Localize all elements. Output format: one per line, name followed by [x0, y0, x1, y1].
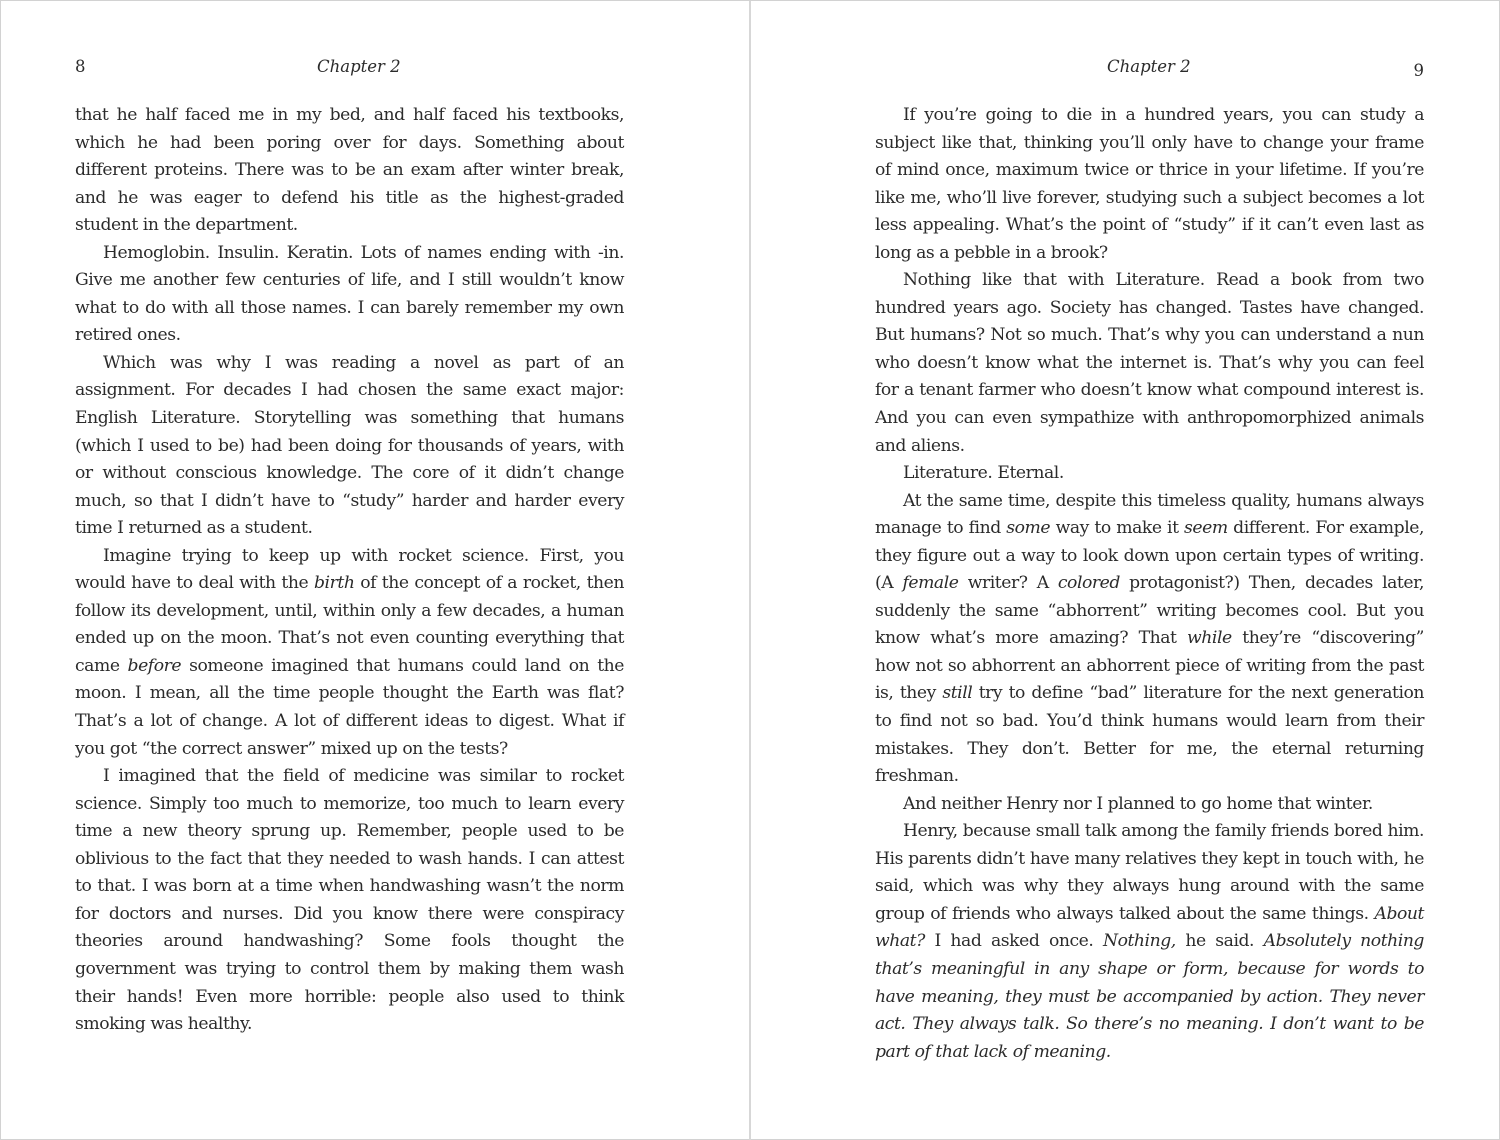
text-run: At the same time, despite this timeless quality, humans always manage to find	[875, 490, 1424, 539]
left-body-text	[75, 102, 624, 1039]
right-body-text	[875, 102, 1424, 1066]
paragraph	[875, 460, 1424, 488]
left-page-number: 8	[75, 57, 86, 76]
text-run: Hemoglobin. Insulin. Keratin. Lots of names ending with -in. Give me another few centuries of life, and I still wouldn’t know what to do with all those names. I can barely remember my own retired ones.	[75, 242, 624, 346]
italic-text-run: Absolutely nothing that’s meaningful in any shape or form, because for words to have meaning, they must be accompanied by action. They never act. They always talk. So there’s no meaning. I don’t want to be part of that lack of meaning.	[875, 931, 1424, 1062]
text-run: of the concept of a rocket, then follow its development, until, within only a few decades, a human ended up on the moon. That’s not even counting everything that came	[75, 573, 624, 676]
italic-text-run: female	[902, 573, 959, 594]
right-page[interactable]	[875, 1, 1424, 1140]
text-run: I had asked once.	[924, 931, 1103, 952]
text-run: I imagined that the field of medicine was similar to rocket science. Simply too much to memorize, too much to learn every time a new theory sprung up. Remember, people used to be oblivious to the fact that they needed to wash hands. I can attest to that. I was born at a time when handwashing wasn’t the norm for doctors and nurses. Did you know there were conspiracy theories around handwashing? Some fools thought the government was trying to control them by making them wash their hands! Even more horrible: people also used to think smoking was healthy.	[75, 766, 624, 1035]
paragraph	[875, 267, 1424, 460]
paragraph	[875, 488, 1424, 791]
left-chapter-title: Chapter 2	[317, 57, 401, 76]
page-gutter	[749, 1, 751, 1140]
paragraph	[875, 791, 1424, 819]
text-run: Nothing like that with Literature. Read a book from two hundred years ago. Society has changed. Tastes have changed. But humans? Not so much. That’s why you can understand a nun who doesn’t know what the internet is. That’s why you can feel for a tenant farmer who doesn’t know what compound interest is. And you can even sympathize with anthropomorphized animals and aliens.	[875, 270, 1424, 456]
text-run: If you’re going to die in a hundred years, you can study a subject like that, thinking you’ll only have to change your frame of mind once, maximum twice or thrice in your lifetime. If you’re like me, who’ll live forever, studying such a subject becomes a lot less appealing. What’s the point of “study” if it can’t even last as long as a pebble in a brook?	[875, 105, 1424, 263]
paragraph	[875, 818, 1424, 1066]
text-run: try to define “bad” literature for the next generation to find not so bad. You’d think humans would learn from their mistakes. They don’t. Better for me, the eternal returning freshman.	[875, 683, 1425, 787]
right-page-number: 9	[1413, 61, 1424, 80]
text-run: he said.	[1175, 931, 1264, 952]
paragraph	[75, 543, 624, 763]
text-run: And neither Henry nor I planned to go home that winter.	[903, 793, 1373, 814]
text-run: Literature. Eternal.	[903, 463, 1064, 484]
text-run: that he half faced me in my bed, and half faced his textbooks, which he had been poring over for days. Something about different proteins. There was to be an exam after winter break, and he was eager to defend his title as the highest-graded student in the department.	[75, 105, 624, 236]
italic-text-run: while	[1187, 628, 1232, 649]
italic-text-run: Nothing,	[1102, 931, 1176, 952]
italic-text-run: still	[942, 683, 973, 704]
paragraph	[75, 350, 624, 543]
italic-text-run: before	[127, 655, 182, 676]
italic-text-run: About what?	[875, 903, 1424, 952]
italic-text-run: colored	[1057, 573, 1120, 594]
paragraph	[75, 102, 624, 240]
italic-text-run: birth	[314, 573, 355, 594]
text-run: way to make it	[1050, 518, 1185, 539]
right-chapter-title: Chapter 2	[1107, 57, 1191, 76]
text-run: Henry, because small talk among the family friends bored him. His parents didn’t have many relatives they kept in touch with, he said, which was why they always hung around with the same group of friends who always talked about the same things.	[875, 821, 1424, 924]
right-running-head	[875, 55, 1424, 79]
paragraph	[875, 102, 1424, 267]
left-running-head	[75, 55, 624, 79]
italic-text-run: some	[1006, 518, 1051, 539]
paragraph	[75, 240, 624, 350]
text-run: different. For example, they figure out a way to look down upon certain types of writing. (A	[875, 518, 1424, 594]
left-page[interactable]	[75, 1, 624, 1140]
text-run: Which was why I was reading a novel as part of an assignment. For decades I had chosen the same exact major: English Literature. Storytelling was something that humans (which I used to be) had been doing for thousands of years, with or without conscious knowledge. The core of it didn’t change much, so that I didn’t have to “study” harder and harder every time I returned as a student.	[75, 352, 624, 539]
paragraph	[75, 763, 624, 1038]
text-run: Imagine trying to keep up with rocket science. First, you would have to deal with the	[75, 545, 624, 594]
text-run: they’re “discovering” how not so abhorrent an abhorrent piece of writing from the past is, they	[875, 628, 1424, 704]
text-run: protagonist?) Then, decades later, suddenly the same “abhorrent” writing becomes cool. But you know what’s more amazing? That	[875, 573, 1425, 649]
text-run: someone imagined that humans could land on the moon. I mean, all the time people thought the Earth was flat? That’s a lot of change. A lot of different ideas to digest. What if you got “the correct answer” mixed up on the tests?	[75, 655, 624, 759]
italic-text-run: seem	[1184, 518, 1228, 539]
text-run: writer? A	[958, 573, 1058, 594]
